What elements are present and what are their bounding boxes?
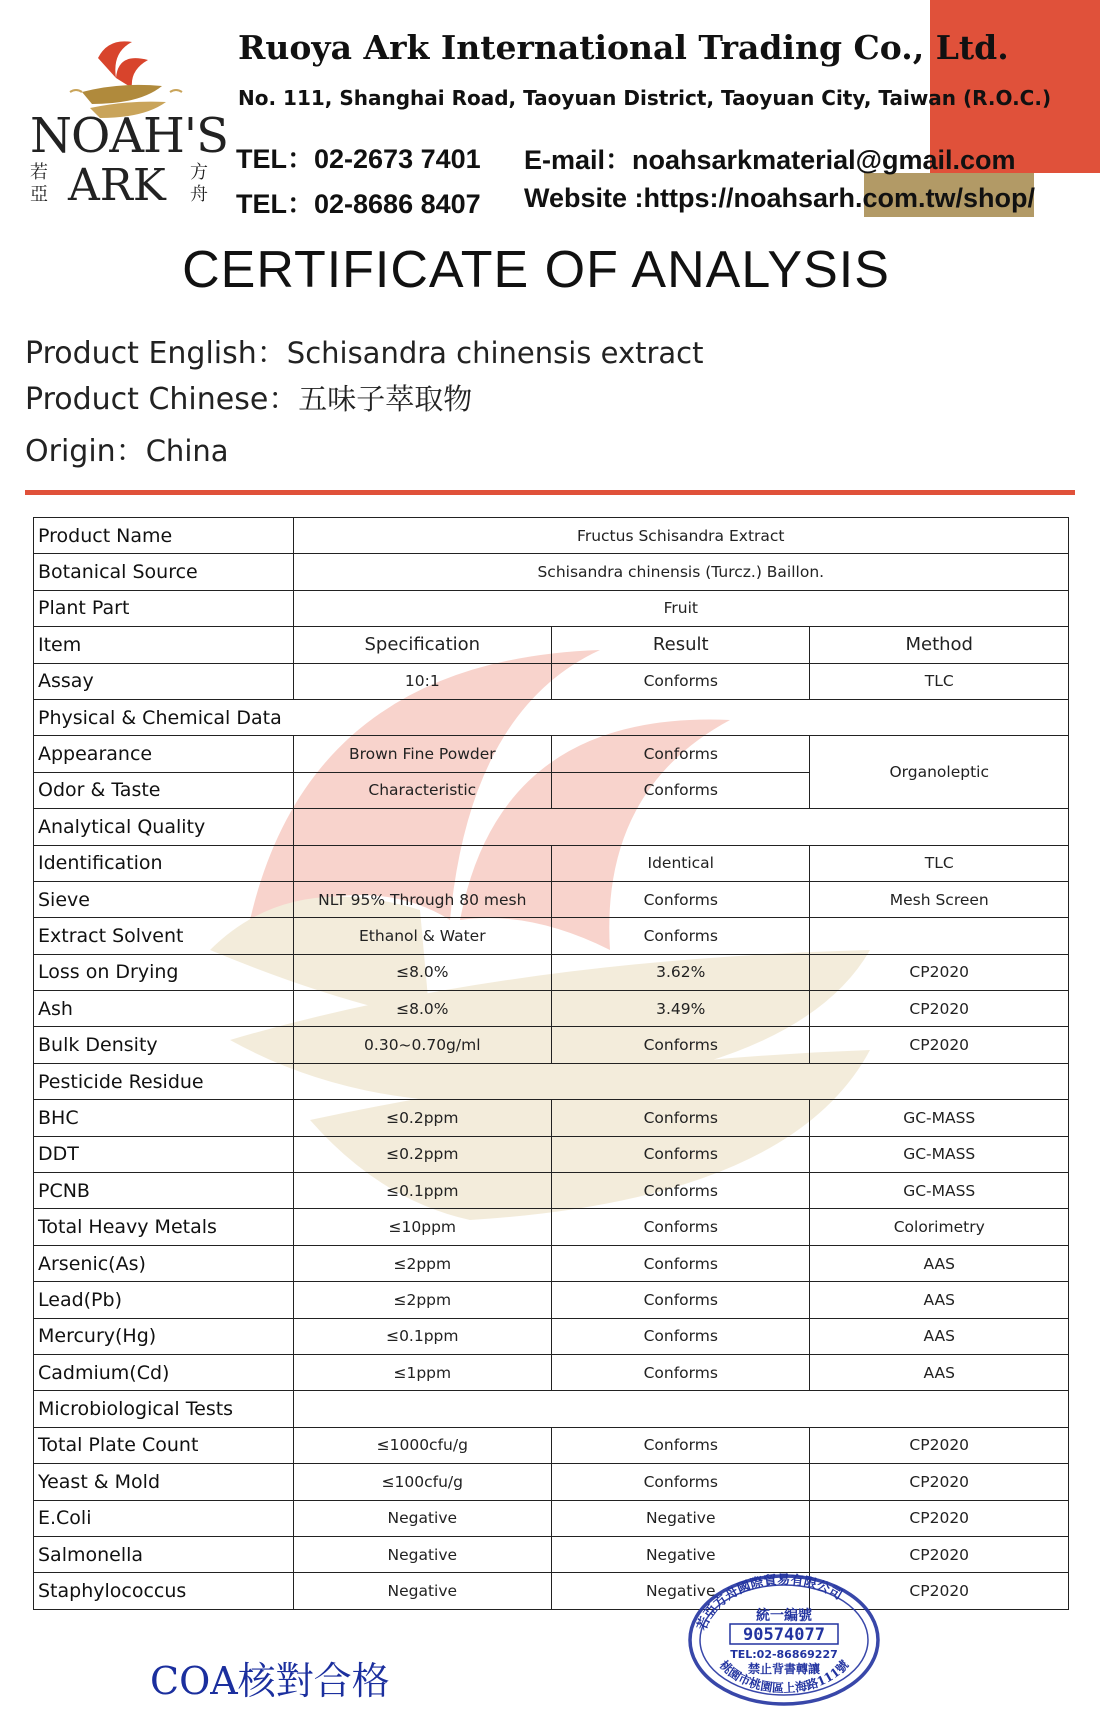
item-cell: DDT bbox=[34, 1136, 294, 1172]
handwritten-approval-note: COA核對合格 bbox=[150, 1659, 390, 1703]
specification-cell: ≤1000cfu/g bbox=[293, 1427, 551, 1463]
result-cell: Conforms bbox=[552, 1318, 810, 1354]
item-cell: Arsenic(As) bbox=[34, 1245, 294, 1281]
seal-company-name: 若亞方舟國際貿易有限公司 bbox=[694, 1572, 845, 1633]
column-header-item: Item bbox=[34, 627, 294, 663]
item-cell: Extract Solvent bbox=[34, 918, 294, 954]
specification-cell: ≤100cfu/g bbox=[293, 1464, 551, 1500]
result-cell: Identical bbox=[552, 845, 810, 881]
specification-cell: Brown Fine Powder bbox=[293, 736, 551, 772]
plant-part-label: Plant Part bbox=[34, 590, 294, 626]
result-cell: Conforms bbox=[552, 736, 810, 772]
result-cell: Conforms bbox=[552, 1100, 810, 1136]
specification-cell: Characteristic bbox=[293, 772, 551, 808]
section-row bbox=[34, 809, 1069, 845]
item-cell: Ash bbox=[34, 991, 294, 1027]
logo-chinese-right: 方舟 bbox=[190, 162, 208, 205]
item-cell: Appearance bbox=[34, 736, 294, 772]
origin-line bbox=[25, 426, 229, 470]
item-cell: Lead(Pb) bbox=[34, 1282, 294, 1318]
specification-cell: ≤0.2ppm bbox=[293, 1100, 551, 1136]
specification-cell: ≤0.1ppm bbox=[293, 1173, 551, 1209]
item-cell: Bulk Density bbox=[34, 1027, 294, 1063]
method-cell: TLC bbox=[810, 663, 1069, 699]
item-cell: Total Plate Count bbox=[34, 1427, 294, 1463]
result-cell: Conforms bbox=[552, 1464, 810, 1500]
result-cell: Conforms bbox=[552, 1027, 810, 1063]
section-heading: Physical & Chemical Data bbox=[34, 699, 294, 735]
logo-brand-line1: NOAH'S bbox=[30, 108, 228, 164]
result-cell: Conforms bbox=[552, 1209, 810, 1245]
result-cell: Conforms bbox=[552, 881, 810, 917]
phone-1: TEL：02-2673 7401 bbox=[236, 144, 481, 174]
item-cell: Odor & Taste bbox=[34, 772, 294, 808]
column-header-result: Result bbox=[552, 627, 810, 663]
result-cell: Conforms bbox=[552, 1173, 810, 1209]
result-cell: Conforms bbox=[552, 772, 810, 808]
seal-address: 桃園市桃園區上海路111號 bbox=[716, 1657, 852, 1696]
item-cell: Salmonella bbox=[34, 1536, 294, 1572]
logo-brand-line2: ARK bbox=[68, 160, 166, 211]
specification-cell: ≤1ppm bbox=[293, 1354, 551, 1390]
company-name: Ruoya Ark International Trading Co., Ltd. bbox=[238, 28, 1009, 67]
section-row bbox=[34, 1063, 1069, 1099]
section-empty-cell bbox=[293, 1063, 1068, 1099]
result-cell: Conforms bbox=[552, 1282, 810, 1318]
section-heading: Pesticide Residue bbox=[34, 1063, 294, 1099]
specification-cell: ≤0.1ppm bbox=[293, 1318, 551, 1354]
product-chinese-label: Product Chinese： bbox=[25, 382, 299, 417]
specification-cell: Negative bbox=[293, 1500, 551, 1536]
specification-cell bbox=[293, 845, 551, 881]
result-cell: Negative bbox=[552, 1573, 810, 1609]
method-cell: AAS bbox=[810, 1318, 1069, 1354]
result-cell: Conforms bbox=[552, 1354, 810, 1390]
table-row bbox=[34, 1282, 1069, 1318]
column-header-specification: Specification bbox=[293, 627, 551, 663]
table-row bbox=[34, 1027, 1069, 1063]
item-cell: Identification bbox=[34, 845, 294, 881]
table-row bbox=[34, 1136, 1069, 1172]
table-row bbox=[34, 1245, 1069, 1281]
table-row bbox=[34, 881, 1069, 917]
item-cell: Sieve bbox=[34, 881, 294, 917]
seal-number: 90574077 bbox=[743, 1625, 825, 1645]
table-row bbox=[34, 1318, 1069, 1354]
method-cell: CP2020 bbox=[810, 954, 1069, 990]
item-cell: BHC bbox=[34, 1100, 294, 1136]
document-title: CERTIFICATE OF ANALYSIS bbox=[182, 241, 890, 299]
result-cell: Negative bbox=[552, 1536, 810, 1572]
table-row bbox=[34, 1427, 1069, 1463]
method-cell: Mesh Screen bbox=[810, 881, 1069, 917]
specification-cell: ≤8.0% bbox=[293, 991, 551, 1027]
item-cell: Staphylococcus bbox=[34, 1573, 294, 1609]
table-row bbox=[34, 1100, 1069, 1136]
product-english-label: Product English： bbox=[25, 336, 287, 371]
specification-cell: Negative bbox=[293, 1573, 551, 1609]
product-name-value: Fructus Schisandra Extract bbox=[293, 518, 1068, 554]
method-cell: CP2020 bbox=[810, 1464, 1069, 1500]
specification-cell: ≤8.0% bbox=[293, 954, 551, 990]
result-cell: Negative bbox=[552, 1500, 810, 1536]
specification-cell: ≤0.2ppm bbox=[293, 1136, 551, 1172]
table-row bbox=[34, 954, 1069, 990]
method-cell: Organoleptic bbox=[810, 736, 1069, 809]
section-heading: Microbiological Tests bbox=[34, 1391, 294, 1427]
table-row bbox=[34, 1464, 1069, 1500]
specification-cell: ≤10ppm bbox=[293, 1209, 551, 1245]
logo-chinese-left: 若亞 bbox=[30, 162, 48, 205]
specification-cell: ≤2ppm bbox=[293, 1245, 551, 1281]
method-cell: AAS bbox=[810, 1354, 1069, 1390]
method-cell: CP2020 bbox=[810, 1027, 1069, 1063]
email-contact: E-mail：noahsarkmaterial@gmail.com bbox=[524, 145, 1016, 175]
phone-2: TEL：02-8686 8407 bbox=[236, 189, 481, 219]
method-cell: CP2020 bbox=[810, 1573, 1069, 1609]
method-cell: CP2020 bbox=[810, 1500, 1069, 1536]
company-address: No. 111, Shanghai Road, Taoyuan District, Taoyuan City, Taiwan (R.O.C.) bbox=[238, 86, 1052, 110]
table-row bbox=[34, 663, 1069, 699]
analysis-table bbox=[33, 517, 1069, 1610]
section-row bbox=[34, 699, 1069, 735]
item-cell: E.Coli bbox=[34, 1500, 294, 1536]
plant-part-value: Fruit bbox=[293, 590, 1068, 626]
item-cell: Mercury(Hg) bbox=[34, 1318, 294, 1354]
product-chinese-line bbox=[25, 374, 472, 418]
method-cell: CP2020 bbox=[810, 1536, 1069, 1572]
table-row bbox=[34, 1173, 1069, 1209]
result-cell: Conforms bbox=[552, 1427, 810, 1463]
method-cell: CP2020 bbox=[810, 991, 1069, 1027]
botanical-source-value: Schisandra chinensis (Turcz.) Baillon. bbox=[293, 554, 1068, 590]
specification-cell: 10:1 bbox=[293, 663, 551, 699]
table-row bbox=[34, 554, 1069, 590]
item-cell: Cadmium(Cd) bbox=[34, 1354, 294, 1390]
table-row bbox=[34, 1209, 1069, 1245]
result-cell: Conforms bbox=[552, 1136, 810, 1172]
section-empty-cell bbox=[293, 1391, 1068, 1427]
product-english-line bbox=[25, 328, 704, 372]
seal-tel: TEL:02-86869227 bbox=[730, 1648, 838, 1661]
method-cell: AAS bbox=[810, 1245, 1069, 1281]
result-cell: 3.49% bbox=[552, 991, 810, 1027]
method-cell: CP2020 bbox=[810, 1427, 1069, 1463]
specification-cell: Negative bbox=[293, 1536, 551, 1572]
seal-note: 禁止背書轉讓 bbox=[747, 1662, 821, 1676]
table-row bbox=[34, 918, 1069, 954]
item-cell: Total Heavy Metals bbox=[34, 1209, 294, 1245]
item-cell: Loss on Drying bbox=[34, 954, 294, 990]
table-row bbox=[34, 1354, 1069, 1390]
result-cell: Conforms bbox=[552, 918, 810, 954]
method-cell bbox=[810, 918, 1069, 954]
item-cell: Assay bbox=[34, 663, 294, 699]
method-cell: GC-MASS bbox=[810, 1173, 1069, 1209]
specification-cell: NLT 95% Through 80 mesh bbox=[293, 881, 551, 917]
table-row bbox=[34, 590, 1069, 626]
table-row bbox=[34, 1573, 1069, 1609]
table-row bbox=[34, 1536, 1069, 1572]
method-cell: AAS bbox=[810, 1282, 1069, 1318]
table-row bbox=[34, 518, 1069, 554]
method-cell: TLC bbox=[810, 845, 1069, 881]
header-divider bbox=[25, 490, 1075, 495]
method-cell: GC-MASS bbox=[810, 1100, 1069, 1136]
specification-cell: ≤2ppm bbox=[293, 1282, 551, 1318]
table-header-row bbox=[34, 627, 1069, 663]
product-name-label: Product Name bbox=[34, 518, 294, 554]
column-header-method: Method bbox=[810, 627, 1069, 663]
section-empty-cell bbox=[293, 809, 1068, 845]
section-row bbox=[34, 1391, 1069, 1427]
company-seal-stamp bbox=[686, 1572, 882, 1707]
table-row bbox=[34, 736, 1069, 772]
table-row bbox=[34, 845, 1069, 881]
item-cell: Yeast & Mold bbox=[34, 1464, 294, 1500]
method-cell: Colorimetry bbox=[810, 1209, 1069, 1245]
result-cell: 3.62% bbox=[552, 954, 810, 990]
table-row bbox=[34, 1500, 1069, 1536]
origin-value: China bbox=[145, 434, 229, 468]
result-cell: Conforms bbox=[552, 663, 810, 699]
website-link[interactable]: Website :https://noahsarh.com.tw/shop/ bbox=[524, 183, 1036, 213]
table-row bbox=[34, 991, 1069, 1027]
section-empty-cell bbox=[293, 699, 1068, 735]
analysis-table-body bbox=[34, 518, 1069, 1610]
specification-cell: Ethanol & Water bbox=[293, 918, 551, 954]
botanical-source-label: Botanical Source bbox=[34, 554, 294, 590]
section-heading: Analytical Quality bbox=[34, 809, 294, 845]
product-chinese-value: 五味子萃取物 bbox=[298, 382, 473, 416]
product-english-value: Schisandra chinensis extract bbox=[286, 336, 704, 370]
specification-cell: 0.30~0.70g/ml bbox=[293, 1027, 551, 1063]
method-cell: GC-MASS bbox=[810, 1136, 1069, 1172]
seal-label: 統一編號 bbox=[756, 1608, 812, 1624]
origin-label: Origin： bbox=[25, 434, 146, 469]
item-cell: PCNB bbox=[34, 1173, 294, 1209]
result-cell: Conforms bbox=[552, 1245, 810, 1281]
